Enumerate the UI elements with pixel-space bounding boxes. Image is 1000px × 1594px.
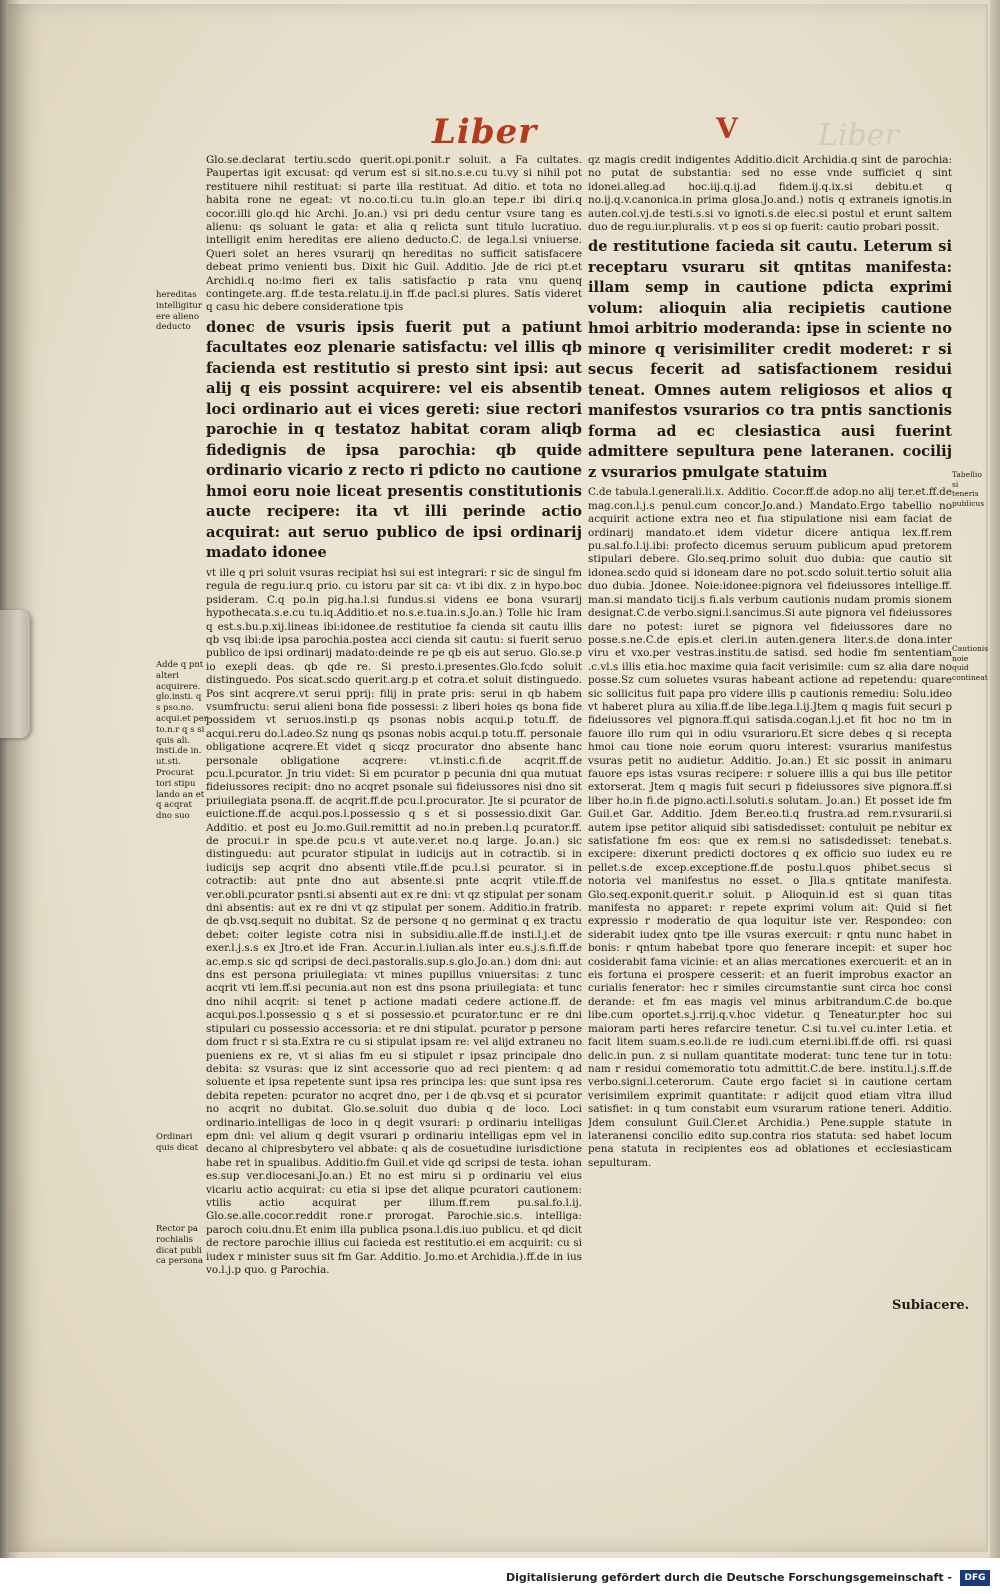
marginal-gloss: Cautionis noie quid contineat bbox=[952, 644, 989, 682]
main-text-paragraph: donec de vsuris ipsis fuerit put a patiunt facultates eoz plenarie satisfactu: vel illis qb facienda est restitutio si presto sint ipsi: aut alij q eis possint acquirere: vel eis absentib loci ordinario aut ei vices gereti: siue rectori parochie in q testatoz habitat coram aliqb fidedignis de ipsa parochia: qb quide ordinario vicario z recto ri pdicto no cautione hmoi eoru noie liceat presentis constitutionis aucte recipere: ita vt illi perinde actio acquirat: aut seruo publico de ipsi ordinarij madato idonee bbox=[206, 318, 582, 562]
binding-strip bbox=[0, 610, 30, 738]
footer-bar bbox=[0, 1558, 1000, 1594]
show-through-text: Liber bbox=[818, 118, 899, 153]
page-edge bbox=[990, 0, 1000, 1594]
commentary-paragraph: Glo.se.declarat tertiu.scdo querit.opi.ponit.r soluit. a Fa cultates. Paupertas igit excusat: qd verum est si sit.no.s.e.cu tu.vy si nihil pot restituere nihil restituat: si parte illa restituat. Ad ditio. et tota no habita rone ne egeat: vt no.co.ti.cu tu.in glo.an tepe.r ibi diri.q cocor.illi glo.qd hic Archi. Jo.an.) vsi pri dedu centur vsure tang es alienu: qs soluant le gata: et alia q relicta sunt titulo lucratiuo. intelligit enim hereditas ere alieno deducto.C. de lega.l.si vniuerse. Queri solet an heres vsurarij qn hereditas no sufficit satisfacere debeat primo venienti bus. Dixit hic Guil. Additio. Jde de rici pt.et Archidi.q no:imo fieri ex talis satisfactio p rata vnu quenq contingete.arg. ff.de testa.relatu.ij.in ff.de pacl.si plures. Satis videret q casu hic debere consideratione tpis bbox=[206, 154, 582, 314]
footer-credit: Digitalisierung gefördert durch die Deutsche Forschungsgemeinschaft - bbox=[505, 1571, 952, 1584]
left-column bbox=[206, 154, 582, 1310]
main-text-paragraph: de restitutione facieda sit cautu. Leterum si receptaru vsuraru sit qntitas manifesta: illam semp in cautione pdicta exprimi volum: alioquin alia recipietis cautione hmoi arbitrio moderanda: ipse in sciente no minore q verisimiliter credit moderet: r si secus fecerit ad satisfactionem residui teneat. Omnes autem religiosos et alios q manifestos vsurarios co tra pntis sanctionis forma ad ec clesiastica ausi fuerint admittere sepultura pene lateranen. cocilij z vsurarios pmulgate statuim bbox=[588, 238, 952, 481]
marginal-gloss: Tabellio si teneris publicus bbox=[952, 470, 985, 508]
marginal-gloss: hereditas intelligitur ere alieno deducto bbox=[156, 290, 202, 333]
marginal-gloss: Rector pa rochialis dicat publi ca persona bbox=[156, 1224, 204, 1267]
header-book-number: V bbox=[716, 112, 738, 145]
dfg-logo: DFG bbox=[960, 1570, 990, 1586]
marginal-gloss: Adde q pnt alteri acquirere. glo.insti. q s pso.no. acqui.et per to.n.r q s si quis ali. insti.de in. ut.sti. Procurat tori stipu lando an et q acqrat dno suo bbox=[156, 660, 208, 822]
commentary-paragraph: C.de tabula.l.generali.li.x. Additio. Cocor.ff.de adop.no alij ter.et.ff.de mag.con.l.j.s penul.cum concor.Jo.and.) Mandato.Ergo tabellio no acquirit actione extra neo et fua stipulatione nisi eam faciat de ordinarij mandato.et idem videtur dicere antiqua lex.ff.rem pu.sal.fo.l.ij.ibi: profecto dicemus seruum publicum apud pretorem stipulari debere. Glo.seq.primo soluit duo dubia: que cautio sit idonea.scdo quid si idoneam dare no pot.scdo soluit.tertio soluit alia duo dubia. Jdonee. Noie:idonee:pignora vel fideiussores intellige.ff. man.si mandato ticij.s fi.als verbum cautionis nudam promis sionem designat.C.de verbo.signi.l.sancimus.Si aute pignora vel fideiussores dare no potest: iuret se pignora vel fideiussores dare no posse.s.ne.C.de epis.et cleri.in auten.genera liter.s.de dona.inter viru et vxo.per vestras.institu.de satisd. sed hodie fm sententiam .c.vl.s illis etia.hoc maxime quia facit verisimile: cum sz alia dare no posse.Sz cum soluetes vsuras habeant actione ad repetendu: quare sic sollicitus fuit papa pro videre illis p cautionis remediu: Solu.ideo vt haberet plura au xilia.ff.de libe.lega.l.ij.Jtem q magis fuit securi p fideiussores vel pignora.ff.qui satisda.cogan.l.j.et fit hoc no tm in fauore illo rum qui in odiu vsurarioru.Et sicre debes q si recepta hmoi cau tione noie eorum quoru interest: vsurarius manifestus vsuras petit no audietur. Additio. Jo.an.) Et sic possit in animaru fauore eps istas vsuras recipere: r soluere illis a qui bus ille petitor extorserat. Jtem q magis fuit securi p fideiussores sive pignora.ff.si liber ho.in fi.de pigno.acti.l.soluti.s solutam. Jo.an.) Et posset ide fm Guil.et Gar. Additio. Jdem Ber.eo.ti.q frustra.ad rem.r.vsurarii.si autem ipse petitor aliquid sibi satisdedisset: contuluit pe nebitur ex satisfatione fm eos: que ex rem.si no satisdedisset: tenebat.s. excipere: dixerunt predicti doctores q ex officio suo iudex eu re pellet.s.de excep.exceptione.ff.de postu.l.quos phibet.secus si notoria vel manifestus no esset. o Jlla.s qntitate manifesta. Glo.seq.exponit.querit.r soluit. p Alioquin.id est si quan titas manifesta no apparet: r repete exprimi volum ait: Quid si fiet expressio r moderatio de qua loquitur iste ver. Respondeo: con siderabit iudex qnto tpe ille vsuras exercuit: r qntu nunc habet in bonis: r qntum habebat tpore quo fenerare incepit: et super hoc cosiderabit fama vicinie: et an alias mercationes exercuerit: et an in eis fortuna ei prospere cesserit: et an fuerit improbus exactor an curialis fenerator: hec r similes circumstantie sunt circa hoc consi derande: et fm eas magis vel minus arbitrandum.C.de bo.que libe.cum oportet.s.j.rrij.q.v.hoc videtur. q Teneatur.pter hoc sui maioram parti heres refarcire tenetur. C.si tu.vel cu.inter l.etia. et facit litem suam.s.eo.li.de re iudi.cum eterni.ibi.ff.de offi. rsi quasi delic.in pun. z si nullam quantitate moderat: tunc tene tur in totu: nam r residui comemoratio totu admittit.C.de bere. institu.l.j.s.ff.de verbo.signi.l.ceterorum. Caute ergo faciet si in cautione certam verisimilem exprimit quantitate: r adijcit quod etiam vltra illud satisfiet: in q tum constabit eum vsurarum ratione teneri. Additio. Jdem consulunt Guil.Cler.et Archidia.) Pene.supple statute in lateranensi concilio edito sup.contra rios statuta: sed habet locum pena statuta in recipientes eos ad oblationes et ecclesiasticam sepulturam. bbox=[588, 486, 952, 1169]
book-page bbox=[8, 4, 988, 1552]
header-liber: Liber bbox=[432, 112, 538, 152]
catchword: Subiacere. bbox=[892, 1298, 970, 1313]
right-column bbox=[588, 154, 952, 1304]
marginal-gloss: Ordinari quis dicat bbox=[156, 1132, 199, 1153]
commentary-paragraph: qz magis credit indigentes Additio.dicit Archidia.q sint de parochia: no putat de substantia: sed no esse vnde sufficiet q sint idonei.alleg.ad hoc.iij.q.ij.ad fidem.ij.q.ix.si debitu.et q no.ij.q.v.canonica.in prima glosa.Jo.and.) notis q extraneis ignotis.in auten.col.vj.de testi.s.si vo ignoti.s.de elec.si postul et erunt saltem duo de regu.iur.pluralis. vt p eos si op fuerit: cautio probari possit. bbox=[588, 154, 952, 234]
running-header bbox=[8, 112, 986, 156]
commentary-paragraph: vt ille q pri soluit vsuras recipiat hsi sui est integrari: r sic de singul fm regula de regu.iur.q prio. cu istoru par sit ca: vt ibi dix. z in hypo.boc psideram. C.q po.in pig.ha.l.si fundus.si videns ee bona vsurarij hypothecata.s.e.cu tu.iq.Additio.et no.s.e.tua.in.s.Jo.an.) Tolle hic Iram q est.s.bu.p.xij.lineas ibi:idonee.de restitutioe fa cienda sit cautu illis qb vsq ibi:de ipsa parochia.postea acci cienda sit cautu: si fuerit seruo publico de ipsi ordinarij madato:deinde re pe qb eis aut seruo. Glo.se.p io exepli deas. qb qde re. Si presto.i.presentes.Glo.fcdo soluit distinguedo. Pos sicat.scdo querit.arg.p et cotra.et soluit distinguedo. Pos sint acqrere.vt serui pprij: filij in prate pris: serui in qb habem vsumfructu: serui alieni bona fide possessi: z liberi hoies qs bona fide possidem vt seruos.insti.p qs psonas nobis acqui.p totu.ff. de acqui.reru do.l.adeo.Sz nung qs psonas nobis acqui.p totu.ff. personale obligatione acqrere.Et videt q sicqz procurator dno absente hanc personale obligatione acqrere: vt.insti.c.fi.de acqrit.ff.de pcu.l.pcurator. Jn triu videt: Si em pcurator p pecunia dni qua mutuat fideiussores recipit: dno no acqret psonale sui fideiussores nisi dno sit priuilegiata psona.ff. de acqrit.ff.de pcu.l.procurator. Jte si pcurator de euictione.ff.de acqui.pos.l.possessio q s et si possessio.dixit Gar. Additio. et post eu Jo.mo.Guil.remittit ad no.in preben.l.q pcurator.ff. de procui.r in spe.de pcu.s vt aute.ver.et no.q large. Jo.an.) sic distinguedu: aut pcurator stipulat in iudicijs aut in cotractib. si in iudicijs sep acqrit dno absenti vtile.ff.de pcu.l.si pcurator. si in cotractib: aut pnte dno aut absente.si pnte acqrit vtile.ff.de ver.obli.pcurator psnti.si absenti aut ex re dni: vt qz stipulat per sonam dni absentis: aut ex re dni vt qz stipulat per sonem. Additio.in fratrib. de qb.vsq.sequit no dubitat. Sz de persone q no germinat q ex tractu debet: coiter legiste cotra nisi in subsidiu.alle.ff.de insti.l.j.et de exer.l.j.s.s ex Jtro.et ide Fran. Accur.in.l.iulian.als inter eu.s.j.s.fi.ff.de ac.emp.s sic qd scripsi de deci.pastoralis.sup.s.glo.Jo.an.) dom dni: aut dns est persona priuilegiata: vt mines pupillus vniuersitas: z tunc acqrit vti lem.ff.si pecunia.aut non est dns psona priuilegiata: et tunc dno nihil acqrit: si tenet p actione madati cedere actione.ff. de acqui.pos.l.possessio q s et si possessio.et pcurator.tunc er re dni stipulari cu possessio accessoria: et re dni stipulat. pcurator p persone dom fruct r si sta.Extra re cu si stipulat ipsam re: vel alijd extraneu no pueniens ex re, vt si alias fm eu si stipulet r ipsaz principale dno debita: sz vsuras: que iz sint accessorie quo ad reci pientem: q ad soluente et ipsa repetente sunt ipsa res principa les: que sunt ipsa res debita repeten: pcurator no acqret dno, per i de qb.vsq et si pcurator no acqrit no dubitat. Glo.se.soluit duo dubia q de loco. Loci ordinario.intelligas de loco in q degit vsurari: p ordinariu intelligas epm dni: vel alium q degit vsurari p ordinariu intelligas epm vel in decano al chipresbytero vel abbate: q als de cosuetudine iurisdictione habe ret in spualibus. Additio.fm Guil.et vide qd scripsi de testa. iohan es.sup ver.diocesani.Jo.an.) Et no est miru si p ordinariu vel eius vicariu actio acquirat: cu etia si ipse det alique pcuratori cautionem: vtilis actio acquirat per illum.ff.rem pu.sal.fo.l.ij. Glo.se.alle.cocor.reddit rone.r prorogat. Parochie.sic.s. intelliga: paroch coiu.dnu.Et enim illa publica psona.l.dis.iuo publicu. et qd dicit de rectore parochie illius cui facieda est restitutio.ei em acquirit: cu si iudex r minister suus sit fm Gar. Additio. Jo.mo.et Archidia.).ff.de in ius vo.l.j.p quo. g Parochia. bbox=[206, 566, 582, 1276]
